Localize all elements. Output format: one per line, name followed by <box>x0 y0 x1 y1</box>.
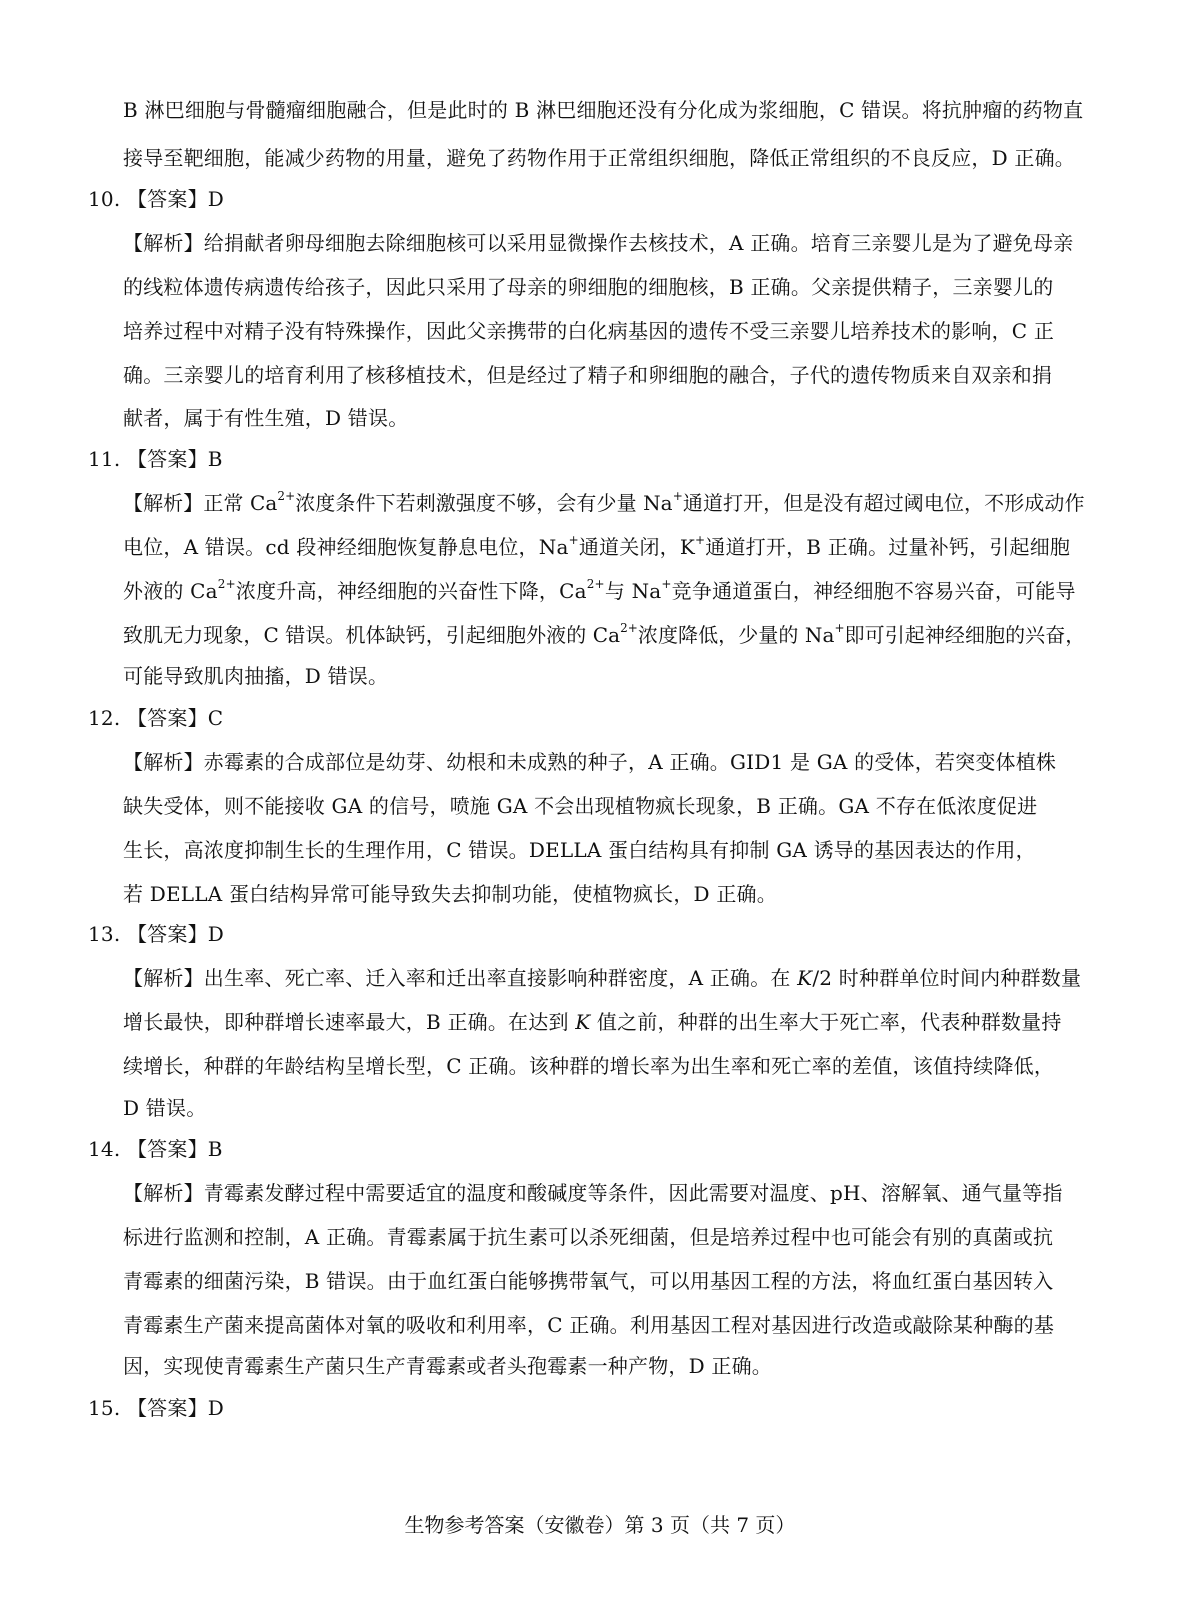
answer-heading-15: 15. 【答案】D <box>88 1396 224 1420</box>
paragraph-line: 缺失受体，则不能接收 GA 的信号，喷施 GA 不会出现植物疯长现象，B 正确。GA 不存在低浓度促进 <box>123 794 1038 818</box>
paragraph-line: 标进行监测和控制，A 正确。青霉素属于抗生素可以杀死细菌，但是培养过程中也可能会有别的真菌或抗 <box>123 1225 1054 1249</box>
paragraph-line: 接导至靶细胞，能减少药物的用量，避免了药物作用于正常组织细胞，降低正常组织的不良反应，D 正确。 <box>123 146 1075 170</box>
paragraph-line: 青霉素的细菌污染，B 错误。由于血红蛋白能够携带氧气，可以用基因工程的方法，将血红蛋白基因转入 <box>123 1269 1054 1293</box>
paragraph-line: B 淋巴细胞与骨髓瘤细胞融合，但是此时的 B 淋巴细胞还没有分化成为浆细胞，C 错误。将抗肿瘤的药物直 <box>123 98 1084 122</box>
paragraph-line: D 错误。 <box>123 1096 207 1120</box>
paragraph-line: 生长，高浓度抑制生长的生理作用，C 错误。DELLA 蛋白结构具有抑制 GA 诱导的基因表达的作用， <box>123 838 1036 862</box>
paragraph-line: 【解析】正常 $Ca^{2+}$浓度条件下若刺激强度不够，会有少量 Na+通道打开，但是没有超过阈电位，不形成动作 <box>123 489 1085 515</box>
paragraph-line: 【解析】赤霉素的合成部位是幼芽、幼根和未成熟的种子，A 正确。GID1 是 GA 的受体，若突变体植株 <box>123 750 1057 774</box>
answer-heading-14: 14. 【答案】B <box>88 1137 223 1161</box>
paragraph-line: 增长最快，即种群增长速率最大，B 正确。在达到 K 值之前，种群的出生率大于死亡率，代表种群数量持 <box>123 1010 1062 1034</box>
paragraph-line: 【解析】给捐献者卵母细胞去除细胞核可以采用显微操作去核技术，A 正确。培育三亲婴儿是为了避免母亲 <box>123 231 1074 255</box>
paragraph-line: 外液的 $Ca^{2+}$浓度升高，神经细胞的兴奋性下降，$Ca^{2+}$与 Na+竞争通道蛋白，神经细胞不容易兴奋，可能导 <box>123 577 1076 603</box>
paragraph-line: 致肌无力现象，C 错误。机体缺钙，引起细胞外液的 $Ca^{2+}$浓度降低，少量的 Na+即可引起神经细胞的兴奋， <box>123 621 1086 647</box>
paragraph-line: 因，实现使青霉素生产菌只生产青霉素或者头孢霉素一种产物，D 正确。 <box>123 1354 772 1378</box>
paragraph-line: 的线粒体遗传病遗传给孩子，因此只采用了母亲的卵细胞的细胞核，B 正确。父亲提供精子，三亲婴儿的 <box>123 275 1054 299</box>
paragraph-line: 若 DELLA 蛋白结构异常可能导致失去抑制功能，使植物疯长，D 正确。 <box>123 882 777 906</box>
paragraph-line: 续增长，种群的年龄结构呈增长型，C 正确。该种群的增长率为出生率和死亡率的差值，该值持续降低， <box>123 1054 1055 1078</box>
answer-heading-13: 13. 【答案】D <box>88 922 224 946</box>
paragraph-line: 【解析】青霉素发酵过程中需要适宜的温度和酸碱度等条件，因此需要对温度、pH、溶解氧、通气量等指 <box>123 1181 1063 1205</box>
answer-heading-11: 11. 【答案】B <box>88 447 223 471</box>
answer-heading-12: 12. 【答案】C <box>88 706 224 730</box>
paragraph-line: 青霉素生产菌来提高菌体对氧的吸收和利用率，C 正确。利用基因工程对基因进行改造或敲除某种酶的基 <box>123 1313 1055 1337</box>
paragraph-line: 可能导致肌肉抽搐，D 错误。 <box>123 664 389 688</box>
paragraph-line: 电位，A 错误。cd 段神经细胞恢复静息电位，Na+通道关闭，K+通道打开，B 正确。过量补钙，引起细胞 <box>123 533 1071 559</box>
page-footer: 生物参考答案（安徽卷）第 3 页（共 7 页） <box>404 1513 796 1537</box>
answer-heading-10: 10. 【答案】D <box>88 187 224 211</box>
paragraph-line: 确。三亲婴儿的培育利用了核移植技术，但是经过了精子和卵细胞的融合，子代的遗传物质来自双亲和捐 <box>123 363 1053 387</box>
paragraph-line: 【解析】出生率、死亡率、迁入率和迁出率直接影响种群密度，A 正确。在 K/2 时种群单位时间内种群数量 <box>123 966 1082 990</box>
paragraph-line: 培养过程中对精子没有特殊操作，因此父亲携带的白化病基因的遗传不受三亲婴儿培养技术的影响，C 正 <box>123 319 1055 343</box>
paragraph-line: 献者，属于有性生殖，D 错误。 <box>123 406 409 430</box>
